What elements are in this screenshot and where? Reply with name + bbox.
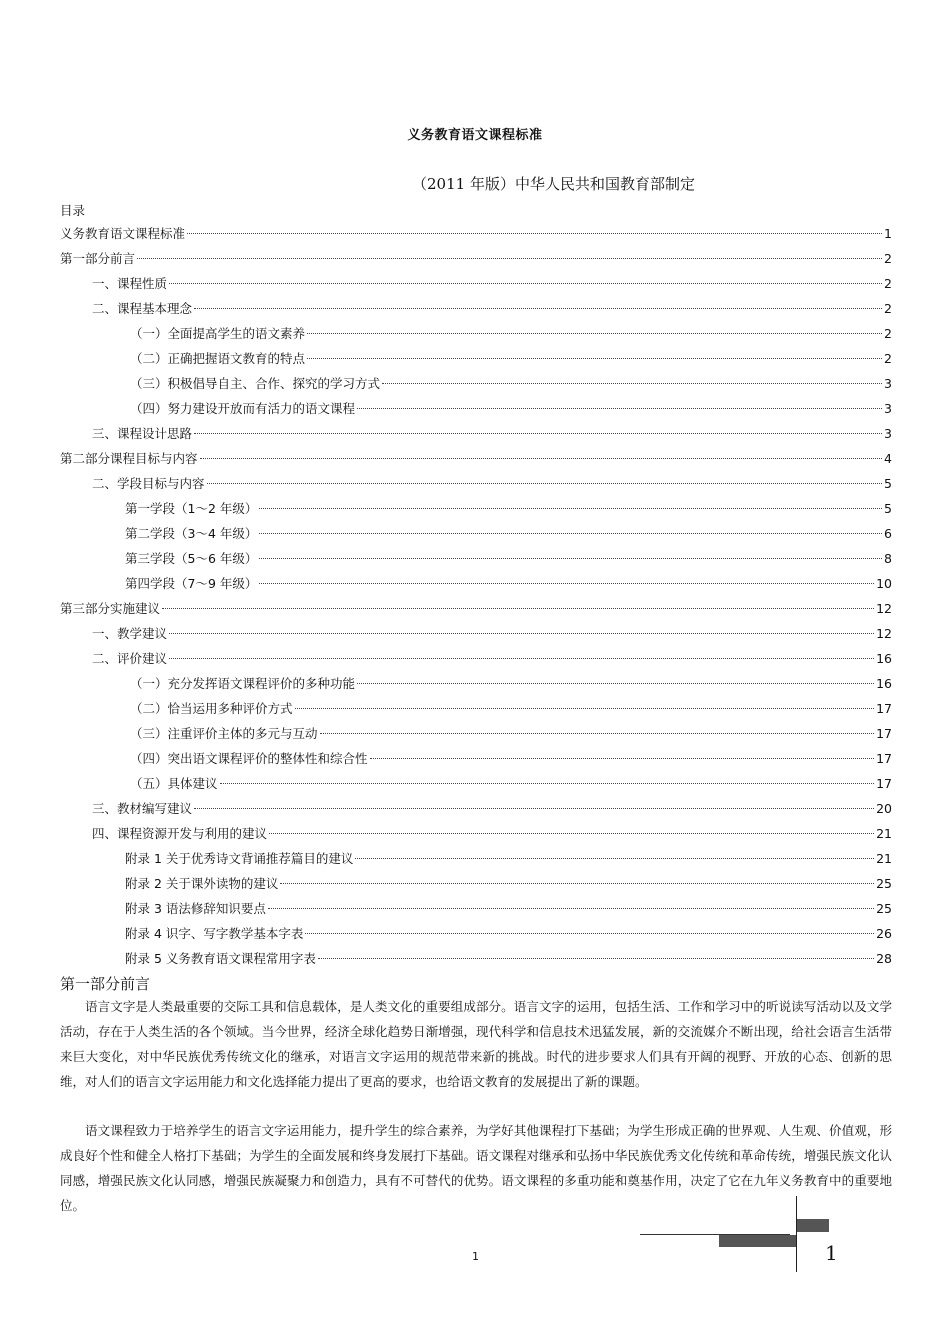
footer-decoration-block <box>797 1219 829 1232</box>
toc-entry-page: 8 <box>884 551 892 566</box>
toc-entry-page: 26 <box>876 926 892 941</box>
toc-entry[interactable] <box>60 421 892 446</box>
toc-entry-label: （一）全面提高学生的语文素养 <box>130 326 306 341</box>
toc-entry[interactable] <box>60 321 892 346</box>
toc-entry-label: 附录 4 识字、写字教学基本字表 <box>125 926 304 941</box>
toc-leader-dots <box>295 708 875 709</box>
footer-decoration-vertical-line <box>796 1196 797 1272</box>
toc-entry-page: 20 <box>876 801 892 816</box>
toc-entry-page: 6 <box>884 526 892 541</box>
toc-entry-page: 21 <box>876 851 892 866</box>
corner-page-number: 1 <box>825 1241 838 1265</box>
toc-entry[interactable] <box>60 571 892 596</box>
toc-entry[interactable] <box>60 371 892 396</box>
toc-entry-page: 17 <box>876 751 892 766</box>
toc-leader-dots <box>169 658 874 659</box>
toc-entry-page: 10 <box>876 576 892 591</box>
toc-entry-page: 5 <box>884 501 892 516</box>
toc-entry-label: 三、教材编写建议 <box>92 801 193 816</box>
footer-page-number: 1 <box>472 1250 479 1263</box>
toc-entry-label: （四）努力建设开放而有活力的语文课程 <box>130 401 356 416</box>
paragraph-text: 语言文字是人类最重要的交际工具和信息载体，是人类文化的重要组成部分。语言文字的运用，包括生活、工作和学习中的听说读写活动以及文学活动，存在于人类生活的各个领域。当今世界，经济全球化趋势日渐增强，现代科学和信息技术迅猛发展，新的交流媒介不断出现，给社会语言生活带来巨大变化，对中华民族优秀传统文化的继承，对语言文字运用的规范带来新的挑战。时代的进步要求人们具有开阔的视野、开放的心态、创新的思维，对人们的语言文字运用能力和文化选择能力提出了更高的要求，也给语文教育的发展提出了新的课题。 <box>60 999 892 1089</box>
toc-entry[interactable] <box>60 521 892 546</box>
toc-entry-label: （三）注重评价主体的多元与互动 <box>130 726 318 741</box>
toc-entry-label: 第二学段（3～4 年级） <box>125 526 258 541</box>
toc-leader-dots <box>259 508 882 509</box>
toc-entry[interactable] <box>60 621 892 646</box>
toc-entry-label: （二）恰当运用多种评价方式 <box>130 701 293 716</box>
toc-leader-dots <box>357 408 882 409</box>
toc-entry[interactable] <box>60 346 892 371</box>
toc-leader-dots <box>162 608 874 609</box>
toc-entry[interactable] <box>60 821 892 846</box>
toc-entry[interactable] <box>60 921 892 946</box>
toc-entry-page: 28 <box>876 951 892 966</box>
toc-entry-label: 第一部分前言 <box>60 251 136 266</box>
toc-leader-dots <box>357 683 874 684</box>
body-paragraph-1 <box>60 994 892 1094</box>
table-of-contents <box>60 221 892 971</box>
toc-entry-label: 附录 2 关于课外读物的建议 <box>125 876 279 891</box>
toc-entry-page: 12 <box>876 626 892 641</box>
toc-entry[interactable] <box>60 871 892 896</box>
toc-entry-page: 2 <box>884 251 892 266</box>
toc-entry-page: 21 <box>876 826 892 841</box>
toc-entry-page: 2 <box>884 351 892 366</box>
toc-entry-label: 二、课程基本理念 <box>92 301 193 316</box>
toc-entry-page: 2 <box>884 276 892 291</box>
toc-entry-label: 二、学段目标与内容 <box>92 476 205 491</box>
toc-entry[interactable] <box>60 671 892 696</box>
toc-leader-dots <box>305 933 874 934</box>
toc-entry[interactable] <box>60 896 892 921</box>
toc-leader-dots <box>169 633 874 634</box>
toc-entry[interactable] <box>60 846 892 871</box>
toc-leader-dots <box>207 483 883 484</box>
toc-entry[interactable] <box>60 446 892 471</box>
document-title: 义务教育语文课程标准 <box>407 128 543 143</box>
toc-entry[interactable] <box>60 796 892 821</box>
toc-entry-label: （四）突出语文课程评价的整体性和综合性 <box>130 751 368 766</box>
toc-entry-label: 附录 5 义务教育语文课程常用字表 <box>125 951 316 966</box>
toc-leader-dots <box>307 358 882 359</box>
toc-entry[interactable] <box>60 296 892 321</box>
toc-leader-dots <box>194 808 874 809</box>
toc-entry[interactable] <box>60 946 892 971</box>
toc-leader-dots <box>370 758 875 759</box>
toc-leader-dots <box>259 533 882 534</box>
toc-entry-page: 16 <box>876 651 892 666</box>
document-subtitle: （2011 年版）中华人民共和国教育部制定 <box>412 175 695 193</box>
toc-entry[interactable] <box>60 271 892 296</box>
toc-leader-dots <box>280 883 874 884</box>
toc-entry-label: 义务教育语文课程标准 <box>60 226 186 241</box>
toc-entry-label: 一、教学建议 <box>92 626 168 641</box>
toc-leader-dots <box>194 433 882 434</box>
toc-leader-dots <box>268 908 874 909</box>
section-heading: 第一部分前言 <box>60 975 151 993</box>
toc-entry[interactable] <box>60 646 892 671</box>
toc-entry[interactable] <box>60 596 892 621</box>
toc-entry-label: 第二部分课程目标与内容 <box>60 451 198 466</box>
toc-entry-label: 附录 3 语法修辞知识要点 <box>125 901 266 916</box>
paragraph-text: 语文课程致力于培养学生的语言文字运用能力，提升学生的综合素养，为学好其他课程打下基础；为学生形成正确的世界观、人生观、价值观，形成良好个性和健全人格打下基础；为学生的全面发展和终身发展打下基础。语文课程对继承和弘扬中华民族优秀文化传统和革命传统，增强民族文化认同感，增强民族文化认同感，增强民族凝聚力和创造力，具有不可替代的优势。语文课程的多重功能和奠基作用，决定了它在九年义务教育中的重要地位。 <box>60 1123 892 1213</box>
toc-entry[interactable] <box>60 221 892 246</box>
toc-entry[interactable] <box>60 496 892 521</box>
toc-entry-label: （三）积极倡导自主、合作、探究的学习方式 <box>130 376 381 391</box>
toc-leader-dots <box>187 233 882 234</box>
toc-entry-label: 三、课程设计思路 <box>92 426 193 441</box>
toc-leader-dots <box>318 958 874 959</box>
toc-entry[interactable] <box>60 696 892 721</box>
toc-entry-page: 3 <box>884 401 892 416</box>
toc-entry-page: 3 <box>884 376 892 391</box>
toc-entry[interactable] <box>60 746 892 771</box>
toc-entry-label: （二）正确把握语文教育的特点 <box>130 351 306 366</box>
toc-entry[interactable] <box>60 471 892 496</box>
footer-decoration-block <box>719 1235 796 1247</box>
toc-entry-page: 25 <box>876 876 892 891</box>
toc-entry-label: 第一学段（1～2 年级） <box>125 501 258 516</box>
toc-leader-dots <box>259 558 882 559</box>
toc-leader-dots <box>307 333 882 334</box>
toc-entry-page: 4 <box>884 451 892 466</box>
toc-leader-dots <box>194 308 882 309</box>
toc-leader-dots <box>137 258 882 259</box>
toc-leader-dots <box>200 458 883 459</box>
toc-leader-dots <box>355 858 874 859</box>
toc-entry-page: 17 <box>876 776 892 791</box>
body-paragraph-2 <box>60 1118 892 1218</box>
toc-entry-page: 16 <box>876 676 892 691</box>
toc-leader-dots <box>320 733 875 734</box>
toc-entry-page: 1 <box>884 226 892 241</box>
toc-leader-dots <box>269 833 874 834</box>
toc-entry-label: 第三学段（5～6 年级） <box>125 551 258 566</box>
toc-entry-page: 2 <box>884 301 892 316</box>
toc-leader-dots <box>169 283 882 284</box>
toc-entry-label: 四、课程资源开发与利用的建议 <box>92 826 268 841</box>
toc-entry[interactable] <box>60 246 892 271</box>
toc-leader-dots <box>259 583 874 584</box>
toc-entry[interactable] <box>60 546 892 571</box>
toc-entry-label: 第四学段（7～9 年级） <box>125 576 258 591</box>
toc-entry-page: 5 <box>884 476 892 491</box>
toc-entry-page: 25 <box>876 901 892 916</box>
toc-entry-label: （一）充分发挥语文课程评价的多种功能 <box>130 676 356 691</box>
toc-entry[interactable] <box>60 771 892 796</box>
toc-entry-page: 12 <box>876 601 892 616</box>
toc-entry-page: 17 <box>876 726 892 741</box>
toc-entry-label: 附录 1 关于优秀诗文背诵推荐篇目的建议 <box>125 851 354 866</box>
toc-leader-dots <box>382 383 882 384</box>
toc-entry-page: 2 <box>884 326 892 341</box>
toc-entry-page: 17 <box>876 701 892 716</box>
toc-entry-label: 第三部分实施建议 <box>60 601 161 616</box>
toc-entry-label: （五）具体建议 <box>130 776 218 791</box>
toc-entry-label: 一、课程性质 <box>92 276 168 291</box>
toc-entry-page: 3 <box>884 426 892 441</box>
toc-entry-label: 二、评价建议 <box>92 651 168 666</box>
toc-entry[interactable] <box>60 396 892 421</box>
toc-heading: 目录 <box>60 203 86 218</box>
toc-entry[interactable] <box>60 721 892 746</box>
toc-leader-dots <box>220 783 875 784</box>
